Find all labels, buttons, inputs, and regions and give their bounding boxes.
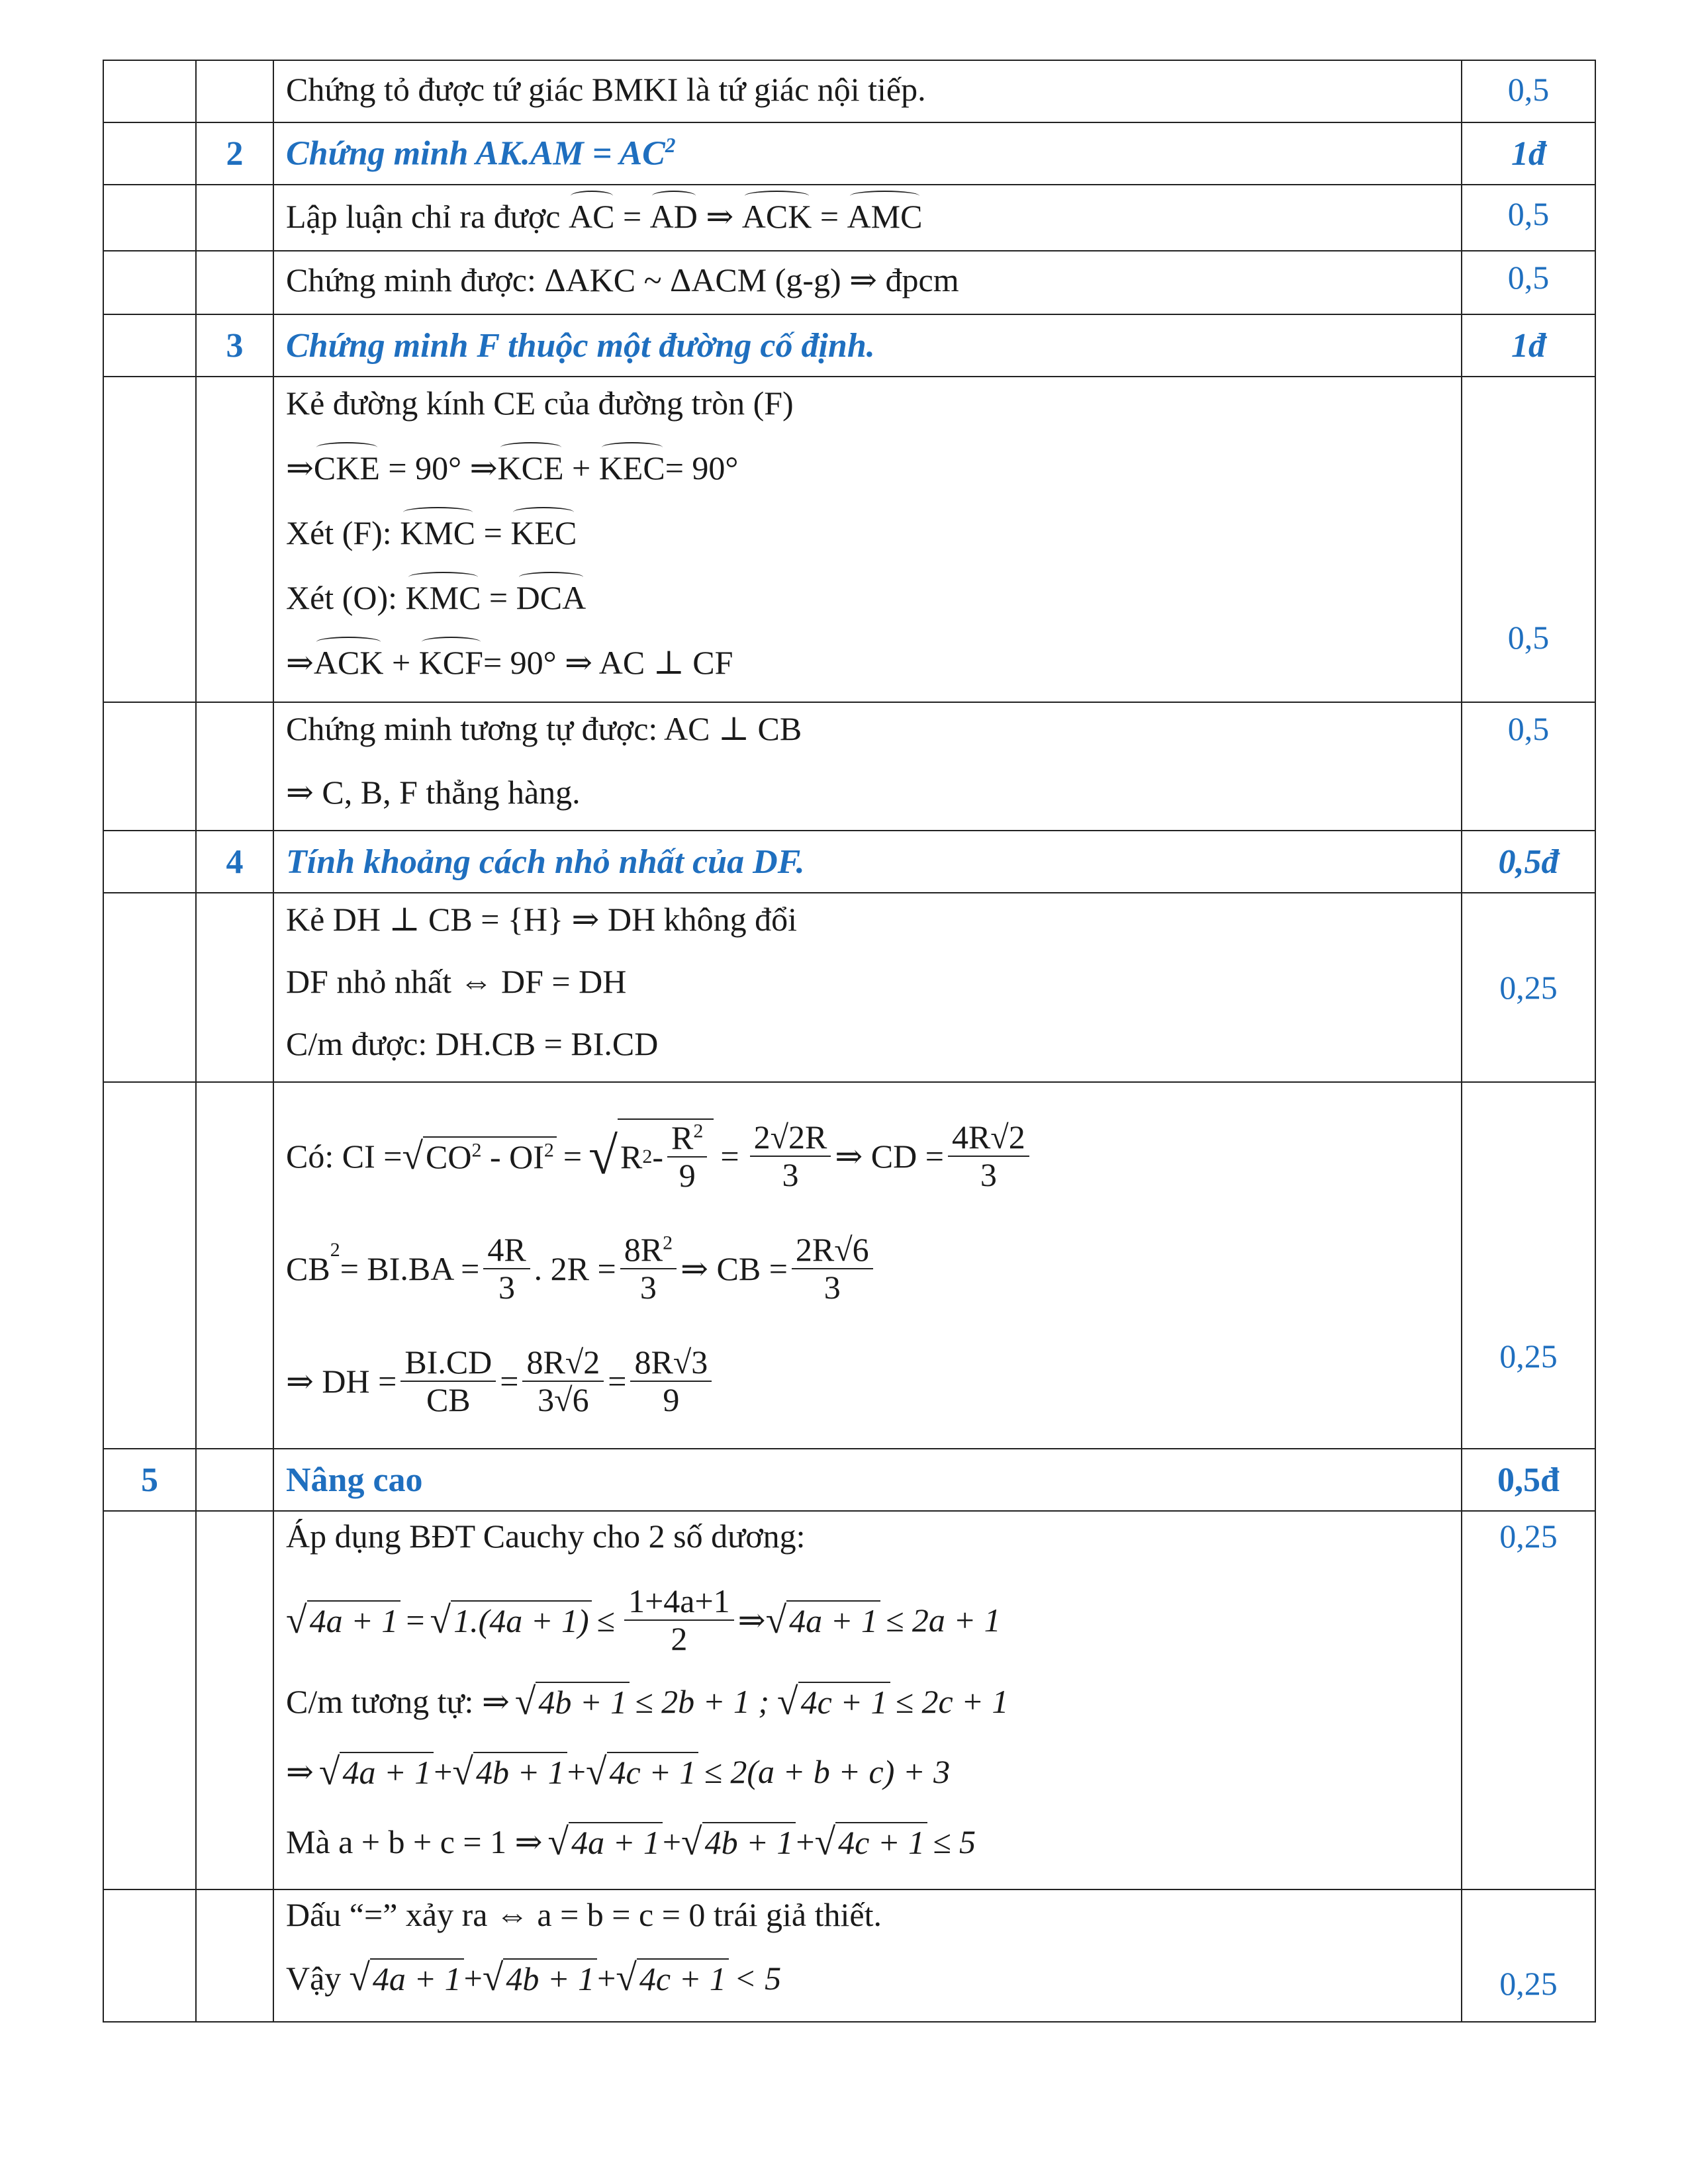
- arc-notation: KMC: [405, 579, 481, 616]
- section-title: Tính khoảng cách nhỏ nhất của DF.: [273, 831, 1462, 893]
- table-row: [103, 702, 1595, 831]
- formula-line: Mà a + b + c = 1 ⇒ √ 4a + 1 + √ 4b + 1 + √ 4c + 1 ≤ 5: [286, 1821, 976, 1863]
- step-text: Chứng minh được: ΔAKC ~ ΔACM (g-g) ⇒ đpcm: [286, 261, 959, 298]
- arc-notation: KCE: [497, 449, 564, 486]
- formula-line: CB $^2$ = BI.BA = $\frac{4R}{3}$ . 2R = $\frac{8R^2}{3}$ ⇒ CB = $\frac{2R√6}{3}$: [274, 1212, 1461, 1325]
- step-text: Xét (F): KMC = KEC: [286, 514, 577, 551]
- section-title: Chứng minh F thuộc một đường cố định.: [273, 314, 1462, 377]
- step-text: Lập luận chỉ ra được AC = AD ⇒ ACK = AMC: [286, 198, 923, 235]
- score-cell: 0,5: [1462, 251, 1595, 314]
- section-row: [103, 314, 1595, 377]
- section-row: [103, 122, 1595, 185]
- arc-notation: AMC: [847, 198, 923, 235]
- section-points: 0,5đ: [1462, 831, 1595, 893]
- score-cell: 0,5: [1462, 377, 1595, 702]
- arc-notation: KEC: [598, 449, 665, 486]
- step-text: Dấu “=” xảy ra ⇔ a = b = c = 0 trái giả thiết.: [286, 1896, 882, 1933]
- section-title: Chứng minh $AK.AM = AC^2$: [273, 122, 1462, 185]
- arc-notation: AC: [568, 198, 615, 235]
- step-text: ⇒ C, B, F thẳng hàng.: [286, 774, 581, 811]
- section-row: [103, 831, 1595, 893]
- score-cell: 0,25: [1462, 893, 1595, 1082]
- table-row: [103, 185, 1595, 251]
- part-number: 5: [103, 1449, 196, 1511]
- step-text: Chứng minh tương tự được: AC ⊥ CB: [286, 710, 802, 747]
- table-row: [103, 377, 1595, 702]
- score-cell: 0,5: [1462, 185, 1595, 251]
- arc-notation: KMC: [400, 514, 476, 551]
- answer-key-table: [103, 60, 1596, 2023]
- section-number: 3: [196, 314, 273, 377]
- section-title: Nâng cao: [273, 1449, 1462, 1511]
- score-cell: 0,25: [1462, 1082, 1595, 1449]
- step-text: DF nhỏ nhất ⇔ DF = DH: [286, 963, 627, 1000]
- section-points: 1đ: [1462, 122, 1595, 185]
- arc-notation: DCA: [516, 579, 586, 616]
- score-cell: 0,5: [1462, 60, 1595, 122]
- formula-line: ⇒ √ 4a + 1 + √ 4b + 1 + √ 4c + 1 ≤ 2(a + b + c) + 3: [286, 1751, 951, 1793]
- score-cell: 0,5: [1462, 702, 1595, 831]
- table-row: [103, 1511, 1595, 1889]
- arc-notation: KEC: [510, 514, 577, 551]
- section-points: 0,5đ: [1462, 1449, 1595, 1511]
- table-row: [103, 1889, 1595, 2022]
- section-points: 1đ: [1462, 314, 1595, 377]
- formula-line: Vậy √ 4a + 1 + √ 4b + 1 + √ 4c + 1 < 5: [286, 1957, 782, 1999]
- step-text: ⇒ACK + KCF= 90° ⇒ AC ⊥ CF: [286, 644, 733, 681]
- section-number: 2: [196, 122, 273, 185]
- arc-notation: KCF: [418, 644, 483, 681]
- score-cell: 0,25: [1462, 1511, 1595, 1889]
- formula-line: ⇒ DH = $\frac{BI.CD}{CB}$ = $\frac{8R√2}{3√6}$ = $\frac{8R√3}{9}$: [274, 1325, 1461, 1437]
- table-row: [103, 1082, 1595, 1449]
- step-text: Xét (O): KMC = DCA: [286, 579, 586, 616]
- step-text: Chứng tỏ được tứ giác BMKI là tứ giác nội tiếp.: [286, 71, 926, 108]
- step-text: Kẻ DH ⊥ CB = {H} ⇒ DH không đổi: [286, 901, 798, 938]
- arc-notation: AD: [649, 198, 698, 235]
- arc-notation: CKE: [313, 449, 380, 486]
- table-row: [103, 60, 1595, 122]
- step-text: ⇒CKE = 90° ⇒KCE + KEC= 90°: [286, 449, 739, 486]
- formula-line: Có: CI = √ $CO^2 - OI^2$ = √ R 2 - $\frac{R^2}{9}$ = $\frac{2√2R}{3}$ ⇒ CD = $\frac{4R√2}{3}$: [274, 1100, 1461, 1212]
- formula-line: C/m tương tự: ⇒ √ 4b + 1 ≤ 2b + 1 ; √ 4c + 1 ≤ 2c + 1: [286, 1680, 1009, 1723]
- section-number: 4: [196, 831, 273, 893]
- table-row: [103, 893, 1595, 1082]
- arc-notation: ACK: [741, 198, 812, 235]
- formula-line: √ 4a + 1 = √ 1.(4a + 1) ≤ $\frac{1+4a+1}{2}$ ⇒ √ 4a + 1 ≤ 2a + 1: [286, 1582, 1001, 1657]
- section-row: [103, 1449, 1595, 1511]
- step-text: C/m được: DH.CB = BI.CD: [286, 1025, 659, 1062]
- table-row: [103, 251, 1595, 314]
- arc-notation: ACK: [313, 644, 384, 681]
- step-text: Áp dụng BĐT Cauchy cho 2 số dương:: [286, 1518, 806, 1555]
- step-text: Kẻ đường kính CE của đường tròn (F): [286, 385, 794, 422]
- score-cell: 0,25: [1462, 1889, 1595, 2022]
